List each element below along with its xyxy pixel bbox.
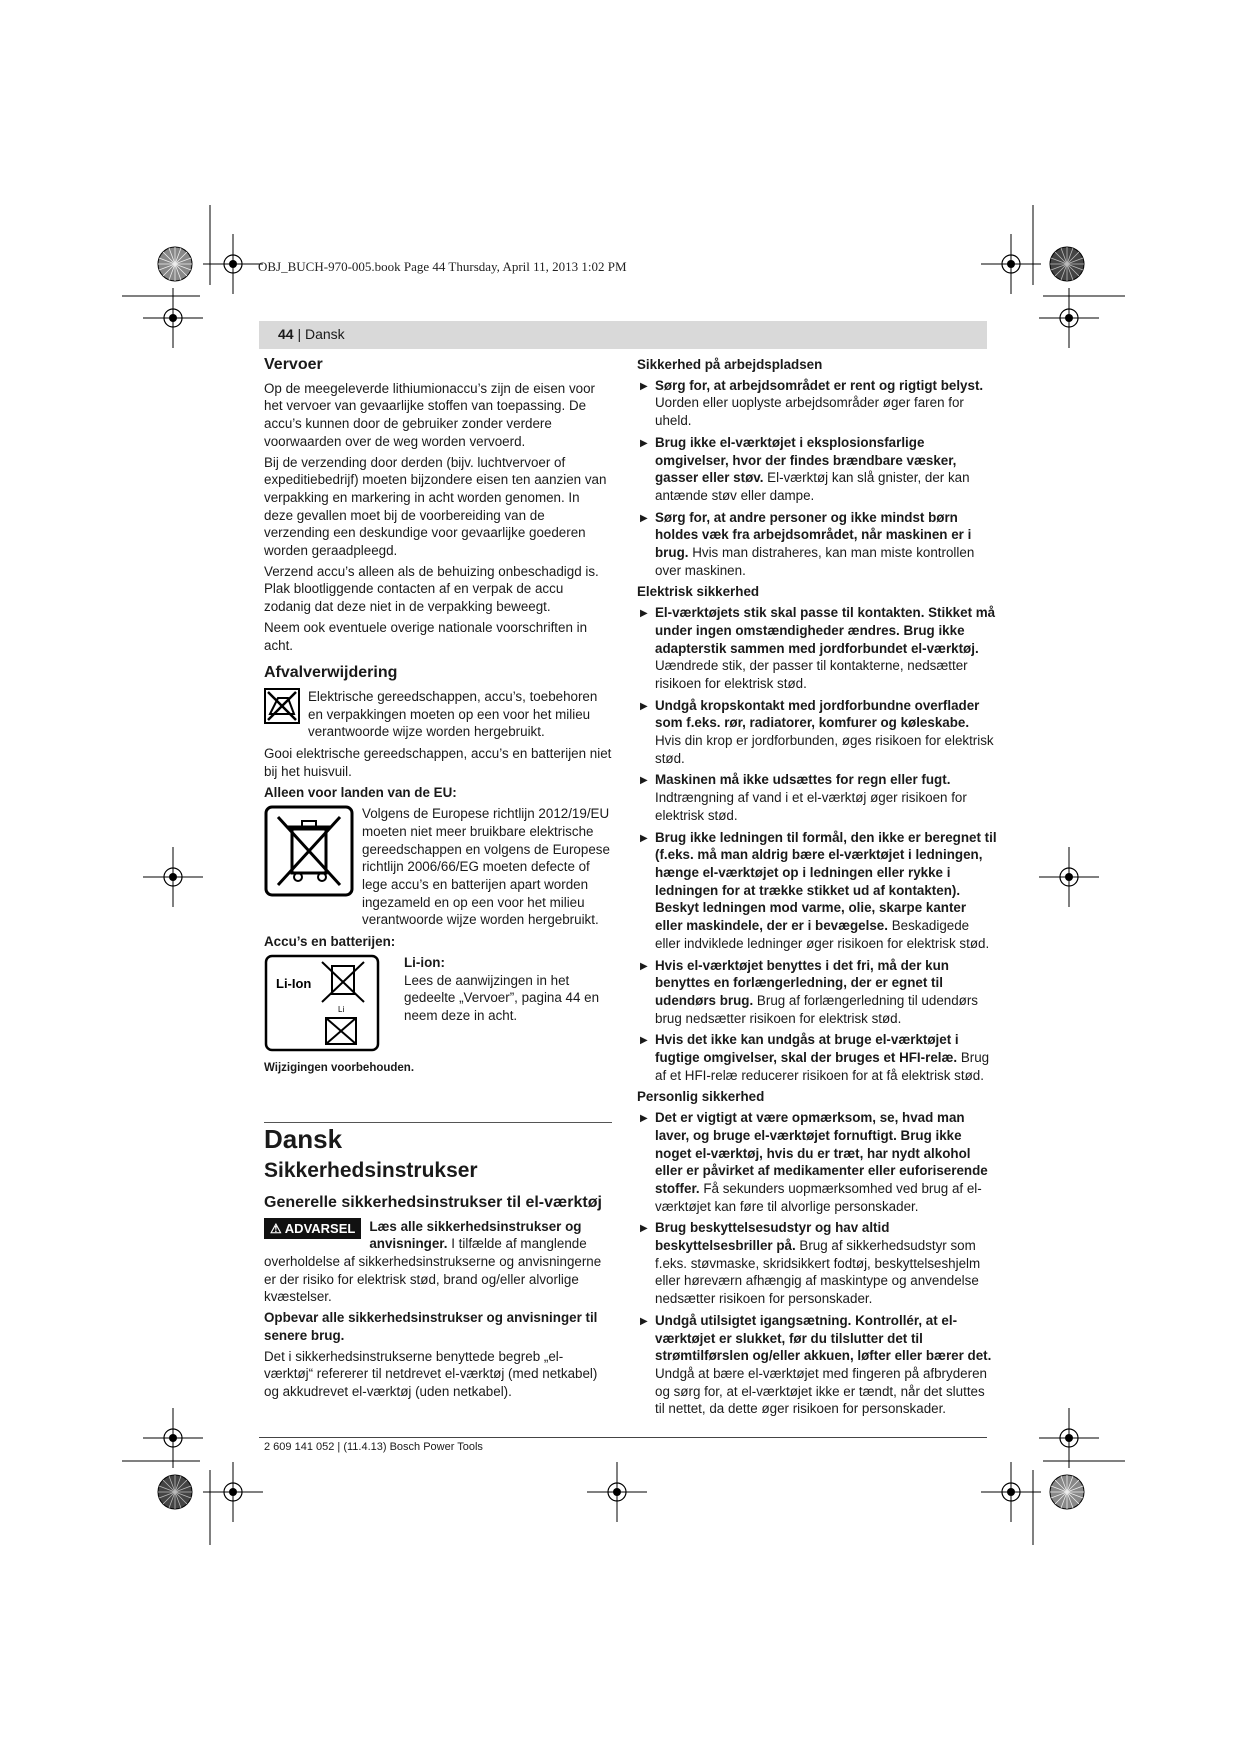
bullet-item	[637, 771, 997, 824]
bullet-triangle-icon: ▶	[640, 1223, 648, 1235]
heading-elektrisk: Elektrisk sikkerhed	[637, 584, 760, 600]
vervoer-paragraph-1: Op de meegeleverde lithiumionaccu’s zijn de eisen voor het vervoer van gevaarlijke stoffen van toepassing. De accu’s kunnen door de gebruiker zonder verdere voorwaarden over de weg worden vervoerd.	[264, 380, 595, 449]
bullet-triangle-icon: ▶	[640, 512, 648, 524]
page-number: 44	[278, 326, 294, 342]
bullet-bold: El-værktøjets stik skal passe til kontakten. Stikket må under ingen omstændigheder ændres. Brug ikke adapterstik sammen med jordforbundet el-værktøj.	[655, 605, 996, 656]
bullet-bold: Brug beskyttelsesudstyr og hav altid beskyttelsesbriller på.	[655, 1220, 890, 1254]
heading-eu: Alleen voor landen van de EU:	[264, 785, 457, 801]
bullet-triangle-icon: ▶	[640, 380, 648, 392]
liion-text: Lees de aanwijzingen in het gedeelte „Vervoer”, pagina 44 en neem deze in acht.	[404, 972, 600, 1023]
recycle-row	[264, 688, 612, 741]
bullet-item	[637, 434, 997, 505]
bullet-bold: Maskinen må ikke udsættes for regn eller fugt.	[655, 772, 951, 788]
print-slug: OBJ_BUCH-970-005.book Page 44 Thursday, April 11, 2013 1:02 PM	[258, 259, 627, 274]
right-column	[637, 356, 997, 1422]
bullet-text: Uændrede stik, der passer til kontakterne, nedsætter risikoen for elektrisk stød.	[655, 658, 968, 691]
bullet-bold: Sørg for, at andre personer og ikke mindst børn holdes væk fra arbejdsområdet, når maskinen er i brug.	[655, 509, 972, 561]
liion-battery-symbols-icon	[264, 954, 380, 1052]
advarsel-badge	[264, 1218, 361, 1240]
warning-paragraph	[264, 1218, 612, 1307]
footer-divider	[259, 1437, 987, 1438]
wijzigingen-note: Wijzigingen voorbehouden.	[264, 1061, 415, 1074]
warning-triangle-icon: ⚠	[270, 1220, 282, 1236]
bullet-text: Få sekunders uopmærksomhed ved brug af el-værktøjet kan føre til alvorlige personskader.	[655, 1180, 982, 1214]
bullet-item	[637, 829, 997, 953]
bullet-text: Indtrængning af vand i et el-værktøj øger risikoen for elektrisk stød.	[655, 790, 967, 823]
bullet-item	[637, 509, 997, 580]
bullet-item	[637, 957, 997, 1028]
bullet-triangle-icon: ▶	[640, 700, 648, 712]
heading-personlig: Personlig sikkerhed	[637, 1089, 765, 1105]
weee-row	[264, 805, 612, 929]
advarsel-label: ADVARSEL	[284, 1220, 356, 1236]
liion-title: Li-ion:	[404, 954, 445, 970]
bullet-bold: Hvis el-værktøjet benyttes i det fri, må der kun benyttes en forlængerledning, der er egnet til udendørs brug.	[655, 957, 949, 1008]
bullet-triangle-icon: ▶	[640, 1035, 648, 1047]
bullet-item	[637, 1312, 997, 1418]
bullet-triangle-icon: ▶	[640, 960, 648, 972]
eu-text: Volgens de Europese richtlijn 2012/19/EU moeten niet meer bruikbare elektrische gereedschappen en volgens de Europese richtlijn 2006/66/EG moeten defecte of lege accu’s en batterijen apart worden ingezameld en op een voor het milieu verantwoorde wijze worden hergebruikt.	[362, 806, 610, 928]
warning-text: I tilfælde af manglende overholdelse af sikkerhedsinstrukserne og anvisningerne er der risiko for elektrisk stød, brand og/eller alvorlige kvæstelser.	[264, 1236, 602, 1305]
bullet-text: Brug af forlængerledning til udendørs brug nedsætter risikoen for elektrisk stød.	[655, 992, 978, 1026]
bullet-triangle-icon: ▶	[640, 1113, 648, 1125]
begreb-paragraph: Det i sikkerhedsinstrukserne benyttede begreb „el-værktøj“ refererer til netdrevet el-værktøj (med netkabel) og akkudrevet el-værktøj (uden netkabel).	[264, 1348, 598, 1399]
heading-sikkerhedsinstrukser: Sikkerhedsinstrukser	[264, 1159, 478, 1183]
section-divider	[264, 1122, 612, 1123]
bullet-bold: Undgå utilsigtet igangsætning. Kontrollér, at el-værktøjet er slukket, før du tilslutter det til strømtilførslen og/eller akkuen, løfter eller bærer det.	[655, 1312, 992, 1364]
weee-crossed-bin-icon	[264, 805, 354, 897]
liion-row	[264, 954, 612, 1052]
vervoer-paragraph-3: Verzend accu’s alleen als de behuizing onbeschadigd is. Plak blootliggende contacten af en verpak de accu zodanig dat deze niet in de verpakking beweegt.	[264, 563, 599, 615]
vervoer-paragraph-2: Bij de verzending door derden (bijv. luchtvervoer of expeditiebedrijf) moeten bijzondere eisen ten aanzien van verpakking en markering in acht worden genomen. In deze gevallen moet bij de voorbereiding van de verzending een deskundige voor gevaarlijke goederen worden geraadpleegd.	[264, 454, 607, 559]
bullet-bold: Brug ikke ledningen til formål, den ikke er beregnet til (f.eks. må man aldrig bære el-værktøjet i ledningen, hænge el-værktøjet op i ledningen eller rykke i ledningen for at trække stikket ud af kontakten). Beskyt ledningen mod varme, olie, skarpe kanter eller maskindele, der er i bevægelse.	[655, 829, 997, 934]
liion-text-block	[388, 954, 612, 1025]
bullet-triangle-icon: ▶	[640, 1315, 648, 1327]
heading-vervoer: Vervoer	[264, 356, 323, 373]
bullet-bold: Det er vigtigt at være opmærksom, se, hvad man laver, og bruge el-værktøjet fornuftigt. Brug ikke noget el-værktøj, hvis du er træt, har nydt alkohol eller er påvirket af medikamenter eller euforiserende stoffer.	[655, 1110, 988, 1196]
warning-bold: Læs alle sikkerhedsinstrukser og anvisninger.	[369, 1218, 582, 1252]
bullet-triangle-icon: ▶	[640, 832, 648, 844]
bullet-text: Brug af et HFI-relæ reducerer risikoen for at få elektrisk stød.	[655, 1050, 990, 1083]
bullet-item	[637, 604, 997, 693]
bullet-text: Hvis man distraheres, kan man miste kontrollen over maskinen.	[655, 545, 975, 578]
header-section: Dansk	[305, 326, 345, 342]
recycle-text: Elektrische gereedschappen, accu’s, toebehoren en verpakkingen moeten op een voor het milieu verantwoorde wijze worden hergebruikt.	[308, 688, 598, 740]
bullet-text: Brug af sikkerhedsudstyr som f.eks. støvmaske, skridsikkert fodtøj, beskyttelseshjelm eller høreværn afhængig af maskintype og anvendelse nedsætter risikoen for personskader.	[655, 1238, 981, 1307]
afval-paragraph-2: Gooi elektrische gereedschappen, accu’s en batterijen niet bij het huisvuil.	[264, 746, 612, 779]
bullet-text: El-værktøj kan slå gnister, der kan antænde støv eller dampe.	[655, 470, 970, 503]
page-header	[259, 321, 987, 349]
bullet-text: Undgå at bære el-værktøjet med fingeren på afbryderen og sørg for, at el-værktøjet ikke er tændt, når det sluttes til nettet, da dette øger risikoen for personskader.	[655, 1365, 987, 1417]
bullet-triangle-icon: ▶	[640, 437, 648, 449]
bullet-text: Beskadigede eller indviklede ledninger øger risikoen for elektrisk stød.	[655, 918, 990, 951]
page-header-text	[278, 326, 345, 342]
bullet-item	[637, 377, 997, 430]
bullet-triangle-icon: ▶	[640, 608, 648, 620]
bullet-text: Hvis din krop er jordforbunden, øges risikoen for elektrisk stød.	[655, 733, 994, 766]
header-separator: |	[293, 326, 305, 342]
bullet-bold: Undgå kropskontakt med jordforbundne overflader som f.eks. rør, radiatorer, komfurer og køleskabe.	[655, 697, 980, 731]
heading-generelle: Generelle sikkerhedsinstrukser til el-værktøj	[264, 1193, 602, 1211]
heading-arbejdspladsen: Sikkerhed på arbejdspladsen	[637, 357, 823, 372]
li-small-label: Li	[338, 1004, 345, 1014]
bullet-item	[637, 697, 997, 768]
heading-dansk: Dansk	[264, 1123, 343, 1154]
heading-accus: Accu’s en batterijen:	[264, 934, 396, 950]
bullet-bold: Brug ikke el-værktøjet i eksplosionsfarlige omgivelser, hvor der findes brændbare væsker, gasser eller støv.	[655, 434, 957, 486]
bullet-bold: Sørg for, at arbejdsområdet er rent og rigtigt belyst.	[655, 377, 984, 393]
heading-afvalverwijdering: Afvalverwijdering	[264, 664, 398, 682]
bullet-item	[637, 1219, 997, 1308]
bullet-bold: Hvis det ikke kan undgås at bruge el-værktøjet i fugtige omgivelser, skal der bruges et HFI-relæ.	[655, 1032, 959, 1066]
page-footer: 2 609 141 052 | (11.4.13) Bosch Power Tools	[264, 1441, 483, 1453]
recycle-packaging-icon	[264, 688, 300, 724]
bullet-item	[637, 1109, 997, 1215]
left-column	[264, 356, 612, 1404]
vervoer-paragraph-4: Neem ook eventuele overige nationale voorschriften in acht.	[264, 619, 588, 653]
bullet-triangle-icon: ▶	[640, 775, 648, 787]
liion-label: Li-Ion	[276, 975, 312, 991]
opbevar-paragraph: Opbevar alle sikkerhedsinstrukser og anvisninger til senere brug.	[264, 1310, 598, 1343]
bullet-text: Uorden eller uoplyste arbejdsområder øger faren for uheld.	[655, 395, 964, 429]
bullet-item	[637, 1031, 997, 1084]
